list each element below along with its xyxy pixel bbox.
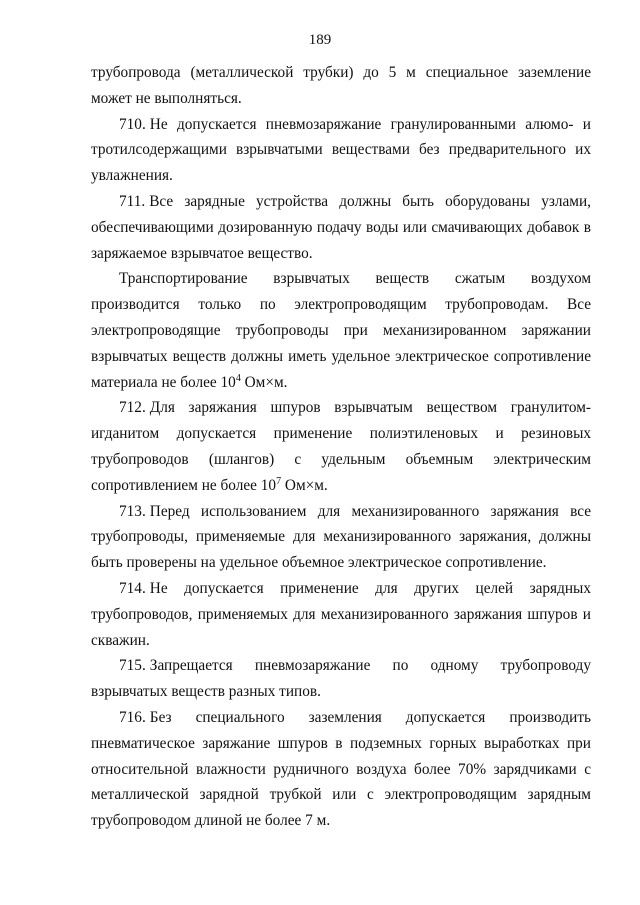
paragraph-number: 712. bbox=[119, 399, 146, 417]
paragraph-712 bbox=[91, 395, 591, 498]
paragraph-713 bbox=[91, 499, 591, 576]
paragraph-text: Перед использованием для механизированного заряжания все трубопроводы, применяемые для механизированного заряжания, должны быть проверены на удельное объемное электрическое сопротивление. bbox=[91, 502, 591, 572]
paragraph-number: 710. bbox=[119, 115, 146, 133]
paragraph-text-unit: Ом×м. bbox=[281, 476, 328, 494]
paragraph-711 bbox=[91, 189, 591, 266]
page-number: 189 bbox=[308, 32, 332, 48]
document-body bbox=[91, 60, 591, 834]
paragraph-text: Запрещается пневмозаряжание по одному трубопроводу взрывчатых веществ разных типов. bbox=[91, 657, 591, 701]
paragraph-text: Транспортирование взрывчатых веществ сжатым воздухом производится только по электропроводящим трубопроводам. Все электропроводящие трубопроводы при механизированном заряжании взрывчатых веществ должны иметь удельное электрическое сопротивление материала не более 10 bbox=[91, 270, 591, 391]
paragraph-715 bbox=[91, 653, 591, 705]
paragraph-number: 711. bbox=[119, 192, 146, 210]
paragraph-716 bbox=[91, 705, 591, 834]
paragraph-text: трубопровода (металлической трубки) до 5 м специальное заземление может не выполняться. bbox=[91, 64, 591, 107]
paragraph-text: Для заряжания шпуров взрывчатым веществом гранулитом-игданитом допускается применение полиэтиленовых и резиновых трубопроводов (шлангов) с удельным объемным электрическим сопротивлением не более 10 bbox=[91, 399, 591, 494]
paragraph-number: 715. bbox=[119, 657, 146, 675]
paragraph-number: 716. bbox=[119, 708, 146, 726]
paragraph-text: Не допускается применение для других целей зарядных трубопроводов, применяемых для механизированного заряжания шпуров и скважин. bbox=[91, 579, 591, 649]
paragraph-text: Не допускается пневмозаряжание гранулированными алюмо- и тротилсодержащими взрывчатыми веществами без предварительного их увлажнения. bbox=[91, 115, 591, 185]
paragraph-text-unit: Ом×м. bbox=[240, 373, 288, 391]
paragraph-text: Все зарядные устройства должны быть оборудованы узлами, обеспечивающими дозированную подачу воды или смачивающих добавок в заряжаемое взрывчатое вещество. bbox=[91, 192, 591, 262]
paragraph-text: Без специального заземления допускается производить пневматическое заряжание шпуров в подземных горных выработках при относительной влажности рудничного воздуха более 70% зарядчиками с металлической зарядной трубкой или с электропроводящим зарядным трубопроводом длиной не более 7 м. bbox=[91, 708, 591, 830]
paragraph-number: 713. bbox=[119, 502, 146, 520]
paragraph-710 bbox=[91, 112, 591, 189]
paragraph-transport bbox=[91, 266, 591, 395]
paragraph-continuation bbox=[91, 60, 591, 112]
paragraph-number: 714. bbox=[119, 579, 146, 597]
exponent: 4 bbox=[235, 372, 241, 384]
paragraph-714 bbox=[91, 576, 591, 653]
exponent: 7 bbox=[276, 475, 282, 487]
